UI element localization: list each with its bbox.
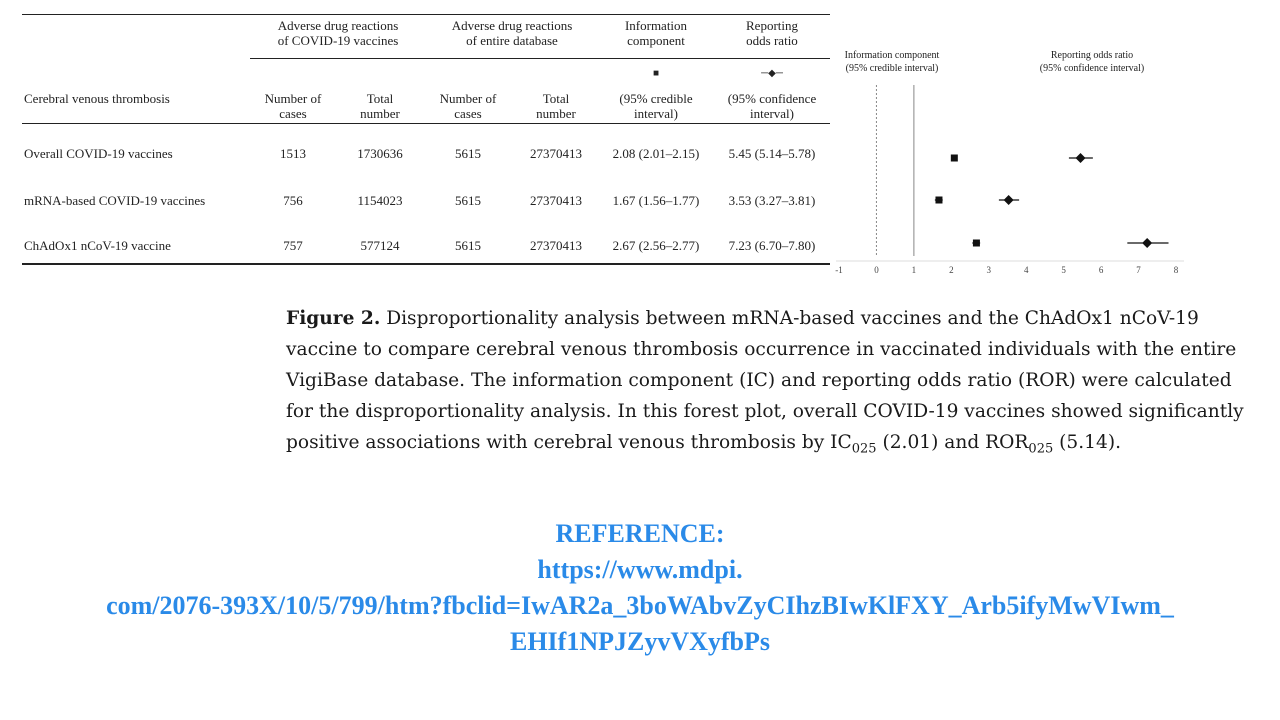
cell-cases-database: 5615 [455, 238, 481, 253]
subheader-ror-interval: (95% confidence interval) [727, 91, 817, 121]
ror-point-marker [1142, 238, 1152, 248]
x-tick-label: 6 [1098, 265, 1104, 275]
row-header-label: Cerebral venous thrombosis [24, 91, 170, 106]
x-tick-label: 5 [1061, 265, 1066, 275]
cell-cases-vaccines: 756 [283, 193, 303, 208]
row-label: ChAdOx1 nCoV-19 vaccine [24, 238, 171, 253]
reference-url-line[interactable]: com/2076-393X/10/5/799/htm?fbclid=IwAR2a_3boWAbvZyCIhzBIwKlFXY_Arb5ifyMwVIwm_ [106, 591, 1174, 620]
ic-point-marker [951, 155, 958, 162]
cell-ic: 2.67 (2.56–2.77) [612, 238, 700, 253]
legend-ror-label: Reporting odds ratio [1050, 50, 1134, 61]
forest-plot [834, 40, 1184, 280]
caption-text: Disproportionality analysis between mRNA-based vaccines and the ChAdOx1 nCoV-19 vaccine to compare cerebral venous thrombosis occurrence in vaccinated individuals with the entire VigiBase database. The information component (IC) and reporting odds ratio (ROR) were calculated for the disproportionality analysis. In this forest plot, overall COVID-19 vaccines showed significantly positive associations with cerebral venous thrombosis by IC [286, 308, 1244, 453]
cell-total-vaccines: 1730636 [357, 146, 403, 161]
x-tick-label: -1 [835, 265, 843, 275]
header-database-adr: Adverse drug reactions of entire database [451, 18, 573, 48]
x-tick-label: 3 [986, 265, 992, 275]
x-tick-label: 0 [874, 265, 879, 275]
header-bottom-rule [22, 123, 830, 124]
caption-text: (2.01) and ROR [876, 432, 1029, 453]
subheader-cases-vaccines: Number of cases [264, 91, 322, 121]
cell-cases-database: 5615 [455, 193, 481, 208]
caption-subscript: 025 [851, 441, 877, 457]
x-tick-label: 7 [1136, 265, 1141, 275]
subheader-cases-database: Number of cases [439, 91, 497, 121]
x-tick-label: 8 [1173, 265, 1179, 275]
ic-point-marker [935, 197, 942, 204]
subheader-total-vaccines: Total number [360, 91, 400, 121]
reference-label: REFERENCE: [555, 519, 725, 548]
cell-total-vaccines: 1154023 [357, 193, 403, 208]
ror-diamond-marker-icon: ─◆─ [761, 68, 783, 79]
cell-ic: 2.08 (2.01–2.15) [612, 146, 700, 161]
header-reporting-odds-ratio: Reporting odds ratio [746, 18, 798, 48]
reference-url-line[interactable]: https://www.mdpi. [537, 555, 743, 584]
x-tick-label: 1 [911, 265, 917, 275]
x-tick-label: 4 [1023, 265, 1029, 275]
caption-text: (5.14). [1053, 432, 1121, 453]
row-label: mRNA-based COVID-19 vaccines [24, 193, 206, 208]
ror-point-marker [1004, 195, 1014, 205]
table-bottom-rule [22, 263, 830, 265]
cell-ror: 7.23 (6.70–7.80) [728, 238, 816, 253]
cell-ic: 1.67 (1.56–1.77) [612, 193, 700, 208]
reference-block [0, 516, 1280, 660]
x-tick-label: 2 [949, 265, 954, 275]
cell-total-database: 27370413 [530, 238, 582, 253]
caption-subscript: 025 [1028, 441, 1054, 457]
caption-label: Figure 2. [286, 308, 381, 329]
ic-square-marker-icon: ■ [652, 68, 660, 79]
forest-plot-svg [834, 40, 1184, 280]
cell-ror: 3.53 (3.27–3.81) [728, 193, 816, 208]
row-label: Overall COVID-19 vaccines [24, 146, 173, 161]
ic-point-marker [973, 240, 980, 247]
header-group-rule [250, 58, 830, 59]
results-table [22, 12, 830, 268]
cell-cases-vaccines: 757 [283, 238, 303, 253]
cell-cases-database: 5615 [455, 146, 481, 161]
reference-link[interactable] [0, 552, 1280, 660]
cell-ror: 5.45 (5.14–5.78) [728, 146, 816, 161]
header-vaccines-adr: Adverse drug reactions of COVID-19 vaccines [277, 18, 399, 48]
legend-ic-label: Information component [844, 50, 940, 61]
ror-point-marker [1076, 153, 1086, 163]
cell-total-vaccines: 577124 [360, 238, 400, 253]
cell-total-database: 27370413 [530, 146, 582, 161]
cell-total-database: 27370413 [530, 193, 582, 208]
subheader-ic-interval: (95% credible interval) [619, 91, 693, 121]
legend-ror-sublabel: (95% confidence interval) [1039, 63, 1145, 74]
subheader-total-database: Total number [536, 91, 576, 121]
reference-url-line[interactable]: EHIf1NPJZyvVXyfbPs [509, 627, 770, 656]
table-top-rule [22, 14, 830, 15]
header-information-component: Information component [624, 18, 688, 48]
cell-cases-vaccines: 1513 [280, 146, 306, 161]
legend-ic-sublabel: (95% credible interval) [845, 63, 939, 74]
figure-caption [286, 303, 1246, 465]
